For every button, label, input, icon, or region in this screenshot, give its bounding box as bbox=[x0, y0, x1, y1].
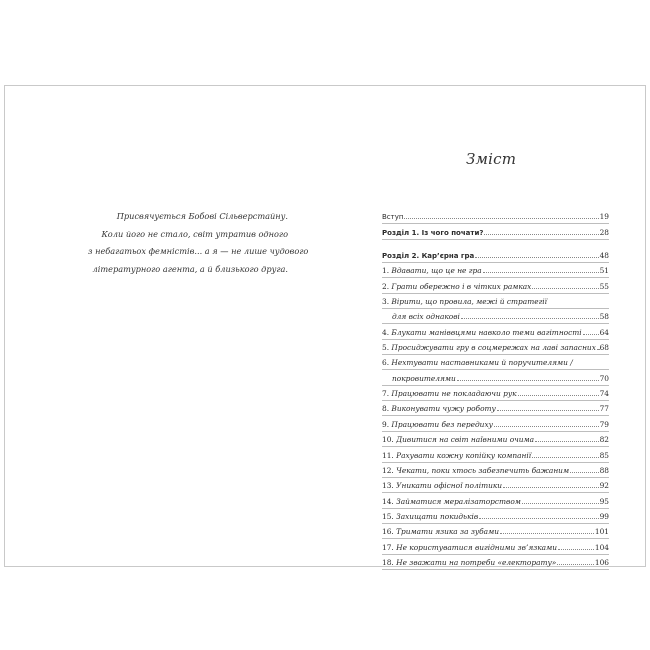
dot-leader bbox=[583, 334, 599, 335]
toc-entry-text: Вдавати, що це не гра bbox=[391, 266, 482, 276]
toc-entry-page: 88 bbox=[599, 465, 609, 475]
toc-entry-number: 15. bbox=[382, 511, 394, 521]
dot-leader bbox=[497, 410, 599, 411]
toc-entry-text: Вірити, що провила, межі й стратегії bbox=[391, 297, 548, 307]
toc-entry bbox=[382, 278, 609, 293]
toc-entry-page: 48 bbox=[599, 251, 609, 261]
toc-entry bbox=[382, 294, 609, 309]
toc-entry-text: Не зважати на потреби «електорату» bbox=[396, 557, 557, 567]
toc-entry-number: 2. bbox=[382, 281, 390, 291]
toc-entry bbox=[382, 263, 609, 278]
dot-leader bbox=[479, 518, 598, 519]
toc-entry-title bbox=[382, 374, 456, 383]
toc-entry-text: Нехтувати наставниками й поручителями / bbox=[391, 358, 573, 368]
toc-entry-page: 106 bbox=[594, 557, 609, 567]
dot-leader bbox=[503, 487, 599, 488]
toc-entry-title bbox=[382, 558, 556, 567]
toc-entry-number: 6. bbox=[382, 358, 390, 368]
dot-leader bbox=[570, 472, 599, 473]
dedication bbox=[88, 208, 309, 278]
toc-entry-text: Рахувати кожну копійку компанії bbox=[396, 450, 532, 460]
toc-entry-page: 92 bbox=[599, 481, 609, 491]
toc-entry-title: Вступ bbox=[382, 213, 404, 222]
toc-entry-number: 7. bbox=[382, 389, 390, 399]
toc-entry-title bbox=[382, 297, 547, 306]
toc-entry-text: покровителями bbox=[392, 373, 456, 383]
toc-entry-text: Працювати без передиху bbox=[391, 419, 493, 429]
toc-entry-continuation bbox=[382, 309, 609, 324]
toc-entry-page: 77 bbox=[599, 404, 609, 414]
dot-leader bbox=[457, 380, 599, 381]
toc-entry-title bbox=[382, 451, 531, 460]
toc-entry-number: 18. bbox=[382, 557, 394, 567]
toc-entry bbox=[382, 432, 609, 447]
toc-entry-number: 3. bbox=[382, 297, 390, 307]
dedication-line: з небагатьох фемністів... а я — не лише чудового bbox=[88, 246, 309, 256]
toc-entry-text: Блукати маніввцями навколо теми вагітності bbox=[391, 327, 582, 337]
toc-entry-title bbox=[382, 512, 478, 521]
dot-leader bbox=[535, 441, 599, 442]
toc-entry-page: 104 bbox=[594, 542, 609, 552]
toc-entry-page: 85 bbox=[599, 450, 609, 460]
toc-entry-number: 5. bbox=[382, 343, 390, 353]
toc-entry-title bbox=[382, 343, 596, 352]
toc-entry bbox=[382, 209, 609, 224]
toc-entry-page: 95 bbox=[599, 496, 609, 506]
toc-entry-text: для всіх однакові bbox=[392, 312, 460, 322]
toc-entry-page: 79 bbox=[599, 419, 609, 429]
toc-entry-title bbox=[382, 266, 482, 275]
dot-leader bbox=[522, 503, 599, 504]
toc-entry bbox=[382, 248, 609, 263]
toc-entry-text: Дивитися на світ наївними очима bbox=[396, 435, 535, 445]
toc-entry bbox=[382, 324, 609, 339]
toc-entry bbox=[382, 478, 609, 493]
toc-entry-number: 16. bbox=[382, 527, 394, 537]
toc-entry-page: 68 bbox=[599, 343, 609, 353]
toc-entry-text: Просиджувати гру в соцмережах на лаві запасних bbox=[391, 343, 596, 353]
toc-items bbox=[382, 263, 609, 570]
toc-entry-page: 64 bbox=[599, 327, 609, 337]
toc-entry-text: Не користуватися вигідними зв’язками bbox=[396, 542, 557, 552]
dot-leader bbox=[484, 234, 598, 235]
toc-entry bbox=[382, 555, 609, 570]
toc-entry-number: 11. bbox=[382, 450, 394, 460]
toc-entry-title bbox=[382, 358, 573, 367]
toc-entry bbox=[382, 493, 609, 508]
toc-entry-title bbox=[382, 312, 460, 321]
toc-entry-page: 58 bbox=[599, 312, 609, 322]
dot-leader bbox=[500, 533, 594, 534]
toc-entry-page: 19 bbox=[599, 212, 609, 222]
dot-leader bbox=[475, 257, 598, 258]
toc-entry-title: Розділ 1. Із чого почати? bbox=[382, 228, 484, 237]
toc-entry-title bbox=[382, 466, 569, 475]
dedication-line: літературного агента, а й близького друга. bbox=[92, 263, 288, 274]
toc-entry-number: 1. bbox=[382, 266, 390, 276]
toc-entry-title bbox=[382, 497, 521, 506]
toc-entry bbox=[382, 340, 609, 355]
toc-entry bbox=[382, 509, 609, 524]
toc-entry-page: 74 bbox=[599, 389, 609, 399]
toc-title: Зміст bbox=[466, 150, 517, 168]
toc-entry-title bbox=[382, 282, 531, 291]
toc-entry-text: Виконувати чужу роботу bbox=[391, 404, 496, 414]
toc-entry-number: 9. bbox=[382, 419, 390, 429]
toc-entry-title bbox=[382, 420, 493, 429]
dot-leader bbox=[558, 549, 594, 550]
toc-entry-text: Тримати язика за зубами bbox=[396, 527, 499, 537]
toc-entry-text: Захищати покидьків bbox=[396, 511, 479, 521]
toc-entry-page: 28 bbox=[599, 227, 609, 237]
dot-leader bbox=[532, 288, 598, 289]
toc-entry bbox=[382, 539, 609, 554]
toc-entry-title bbox=[382, 389, 517, 398]
toc-entry bbox=[382, 401, 609, 416]
toc-entry bbox=[382, 524, 609, 539]
toc-entry-number: 8. bbox=[382, 404, 390, 414]
dot-leader bbox=[461, 318, 599, 319]
dedication-line: Присвячується Бобові Сільверстайну. bbox=[116, 211, 288, 221]
toc-entry-text: Працювати не покладаючи рук bbox=[391, 389, 517, 399]
toc-entry-text: Грати обережно і в чітких рамках bbox=[391, 281, 532, 291]
dot-leader bbox=[532, 457, 598, 458]
toc-entry-number: 14. bbox=[382, 496, 394, 506]
toc-entry-text: Уникати офісної політики bbox=[396, 481, 503, 491]
toc-entry-page: 51 bbox=[599, 266, 609, 276]
toc-entry-number: 4. bbox=[382, 327, 390, 337]
toc-entry bbox=[382, 447, 609, 462]
toc-entry-title: Розділ 2. Кар’єрна гра bbox=[382, 252, 475, 261]
dot-leader bbox=[404, 218, 598, 219]
toc-spacer bbox=[382, 240, 609, 248]
toc-entry-number: 10. bbox=[382, 435, 394, 445]
dot-leader bbox=[494, 426, 599, 427]
table-of-contents bbox=[382, 209, 609, 570]
dot-leader bbox=[483, 272, 599, 273]
dot-leader bbox=[557, 564, 594, 565]
dot-leader bbox=[597, 349, 599, 350]
toc-entry-title bbox=[382, 404, 496, 413]
toc-entry-title bbox=[382, 527, 499, 536]
toc-entry bbox=[382, 355, 609, 370]
toc-entry-page: 70 bbox=[599, 373, 609, 383]
toc-entry-number: 12. bbox=[382, 465, 394, 475]
toc-entry-number: 13. bbox=[382, 481, 394, 491]
toc-entry-page: 99 bbox=[599, 511, 609, 521]
toc-entry-title bbox=[382, 435, 534, 444]
toc-entry-title bbox=[382, 481, 502, 490]
dedication-line: Коли його не стало, світ утратив одного bbox=[101, 228, 288, 239]
toc-entry-title bbox=[382, 543, 557, 552]
toc-entry-title bbox=[382, 328, 582, 337]
toc-entry bbox=[382, 386, 609, 401]
toc-entry bbox=[382, 224, 609, 239]
toc-entry-page: 55 bbox=[599, 281, 609, 291]
toc-entry bbox=[382, 463, 609, 478]
toc-entry-number: 17. bbox=[382, 542, 394, 552]
toc-entry-continuation bbox=[382, 370, 609, 385]
dot-leader bbox=[518, 395, 599, 396]
toc-entry-text: Чекати, поки хтось забезпечить бажаним bbox=[396, 465, 570, 475]
toc-entry-page: 82 bbox=[599, 435, 609, 445]
toc-entry bbox=[382, 416, 609, 431]
toc-entry-page: 101 bbox=[594, 527, 609, 537]
toc-entry-text: Займатися мералізаторством bbox=[396, 496, 521, 506]
